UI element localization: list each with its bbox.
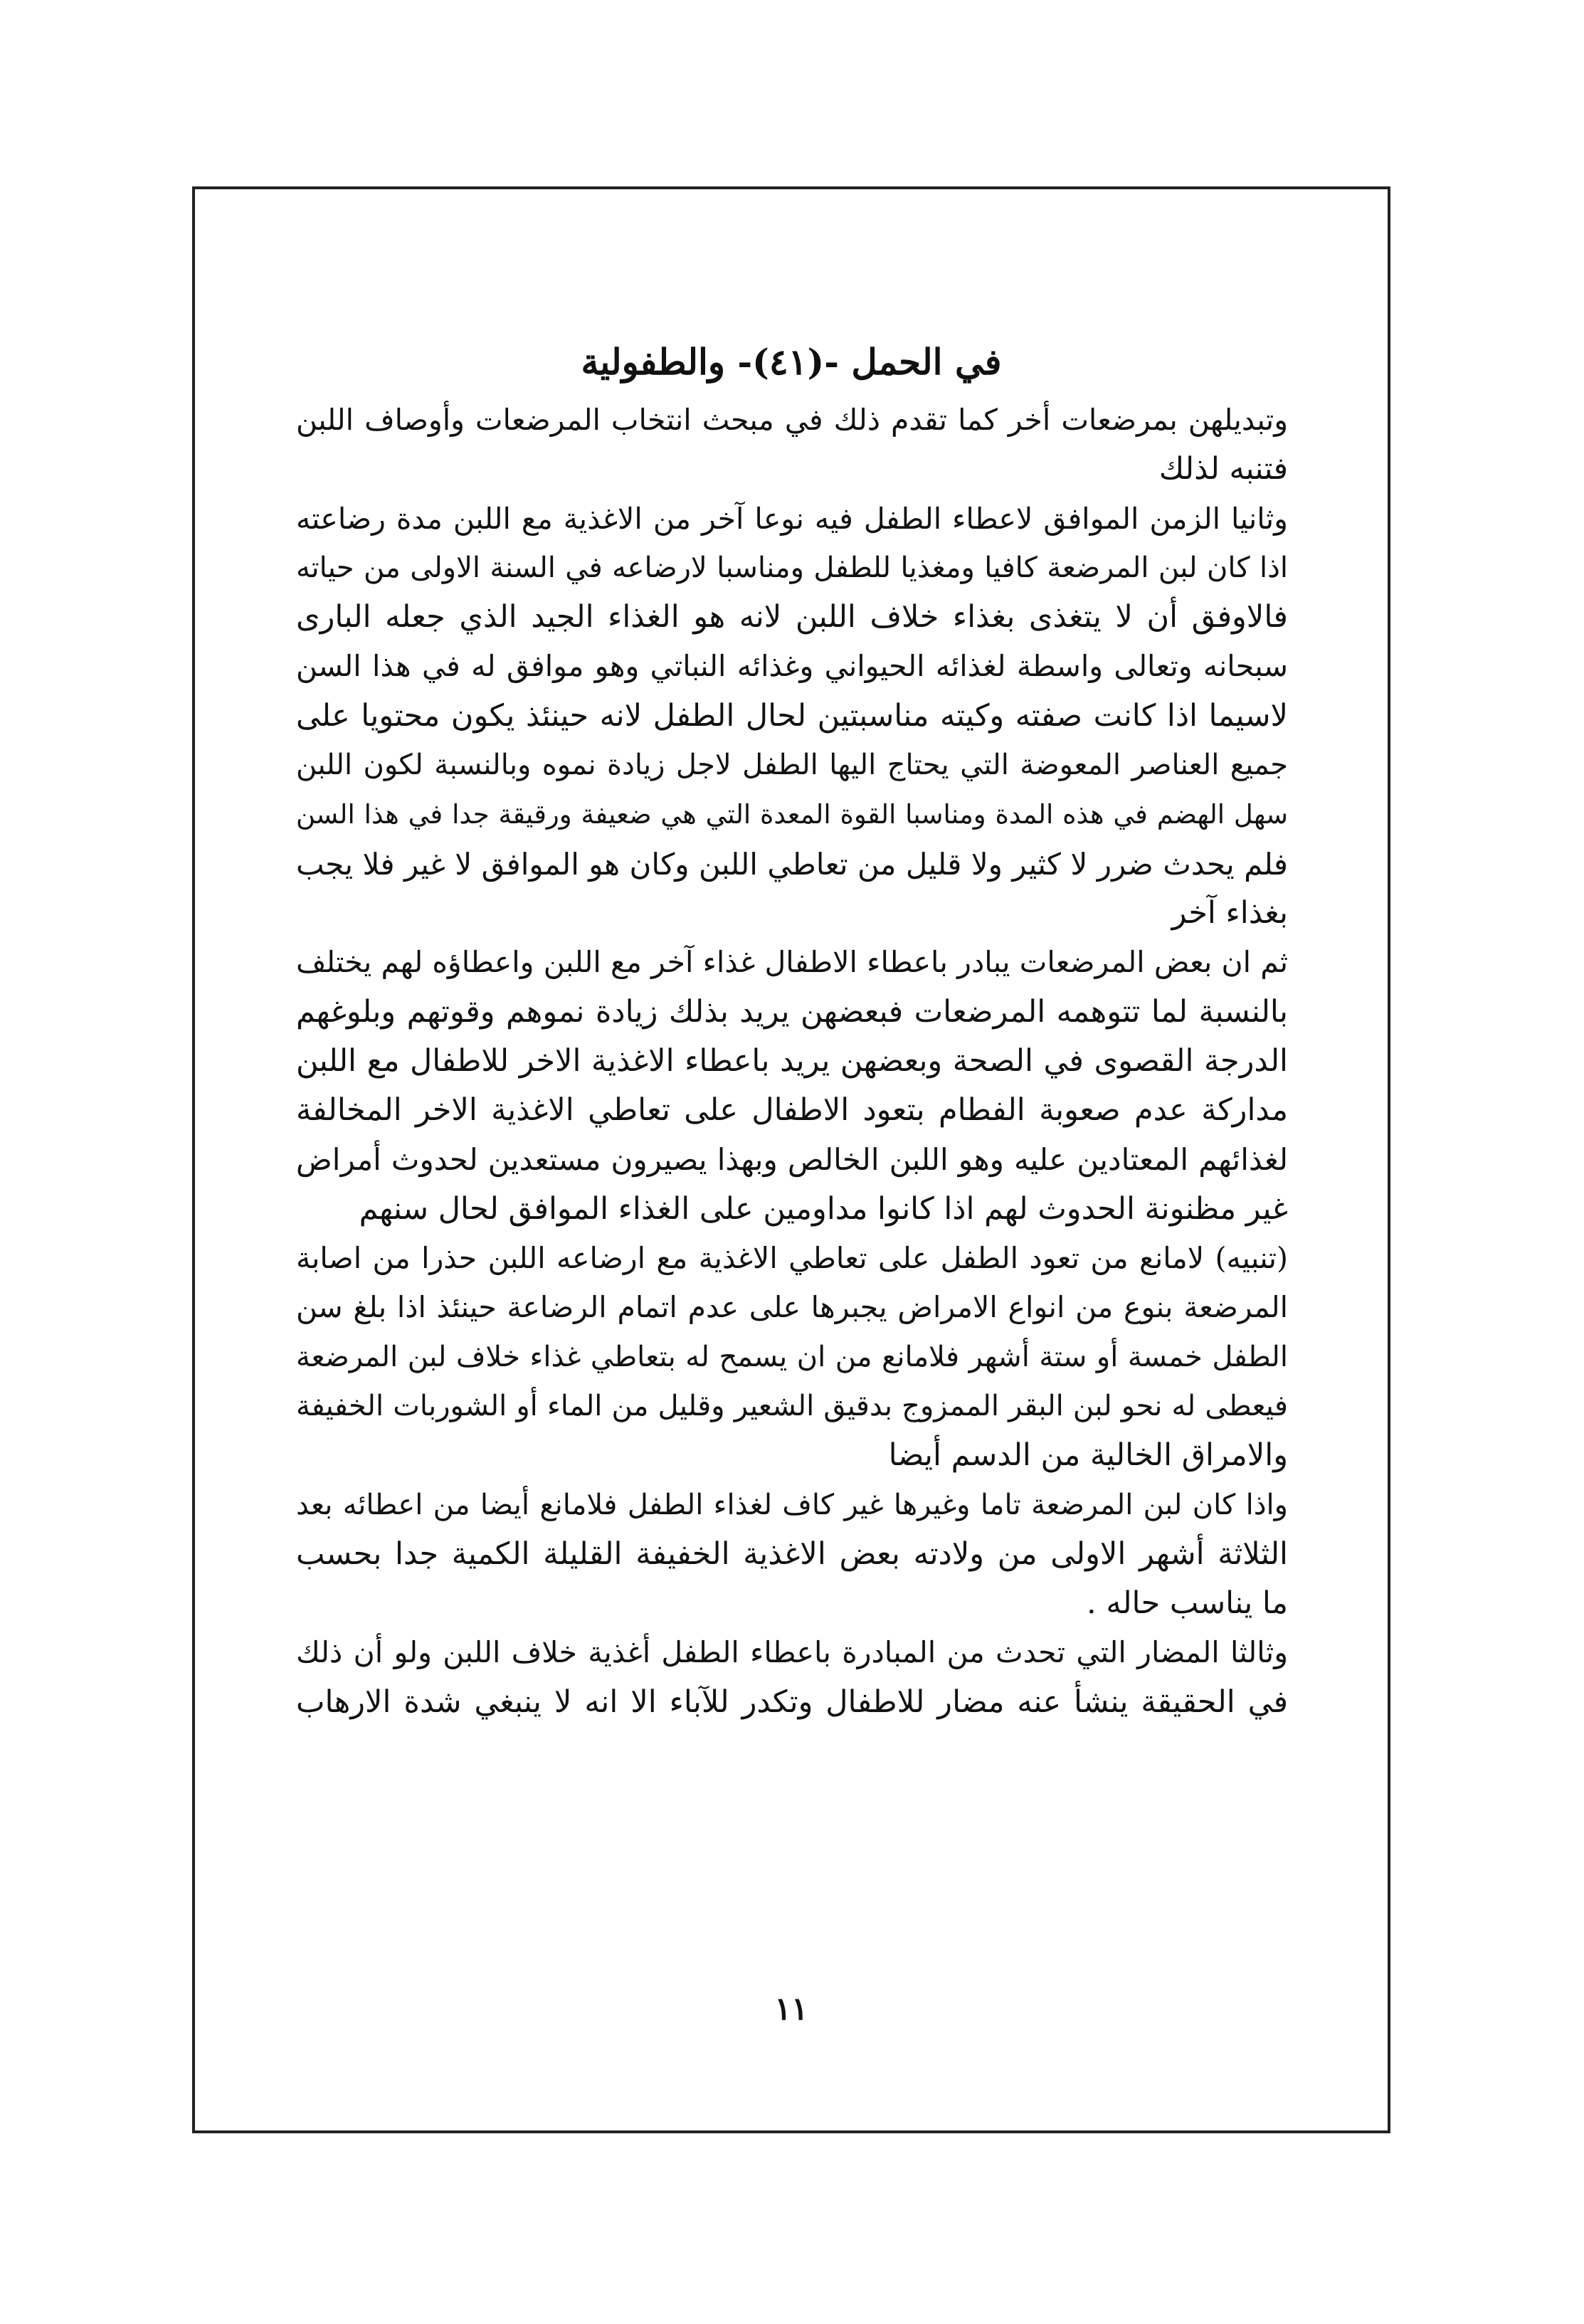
text-line: في الحقيقة ينشأ عنه مضار للاطفال وتكدر للآباء الا انه لا ينبغي شدة الارهاب [296, 1684, 1288, 1720]
text-line: والامراق الخالية من الدسم أيضا [888, 1437, 1288, 1474]
text-body [296, 396, 1288, 1727]
text-line: فلم يحدث ضرر لا كثير ولا قليل من تعاطي اللبن وكان هو الموافق لا غير فلا يجب [296, 846, 1288, 882]
text-line: بغذاء آخر [1171, 894, 1288, 931]
text-line: غير مظنونة الحدوث لهم اذا كانوا مداومين على الغذاء الموافق لحال سنهم [359, 1190, 1288, 1227]
text-line: فالاوفق أن لا يتغذى بغذاء خلاف اللبن لانه هو الغذاء الجيد الذي جعله البارى [296, 599, 1288, 635]
text-line: (تنبيه) لامانع من تعود الطفل على تعاطي الاغذية مع ارضاعه اللبن حذرا من اصابة [296, 1241, 1288, 1276]
text-line: ثم ان بعض المرضعات يبادر باعطاء الاطفال غذاء آخر مع اللبن واعطاؤه لهم يختلف [296, 945, 1288, 980]
text-line: وثانيا الزمن الموافق لاعطاء الطفل فيه نوعا آخر من الاغذية مع اللبن مدة رضاعته [296, 501, 1288, 536]
text-line: ما يناسب حاله . [1087, 1585, 1288, 1622]
text-line: فتنبه لذلك [1158, 451, 1288, 487]
text-line: الدرجة القصوى في الصحة وبعضهن يريد باعطاء الاغذية الاخر للاطفال مع اللبن [296, 1042, 1288, 1079]
text-line: لغذائهم المعتادين عليه وهو اللبن الخالص وبهذا يصيرون مستعدين لحدوث أمراض [296, 1142, 1288, 1178]
text-line: سهل الهضم في هذه المدة ومناسبا القوة المعدة التي هي ضعيفة ورقيقة جدا في هذا السن [296, 799, 1288, 830]
text-line: الطفل خمسة أو ستة أشهر فلامانع من ان يسمح له بتعاطي غذاء خلاف لبن المرضعة [296, 1340, 1288, 1373]
text-line: فيعطى له نحو لبن البقر الممزوج بدقيق الشعير وقليل من الماء أو الشوربات الخفيفة [296, 1389, 1288, 1422]
text-line: وتبديلهن بمرضعات أخر كما تقدم ذلك في مبحث انتخاب المرضعات وأوصاف اللبن [296, 403, 1288, 437]
text-line: بالنسبة لما تتوهمه المرضعات فبعضهن يريد بذلك زيادة نموهم وقوتهم وبلوغهم [296, 993, 1288, 1030]
text-line: سبحانه وتعالى واسطة لغذائه الحيواني وغذائه النباتي وهو موافق له في هذا السن [296, 649, 1288, 684]
text-line: لاسيما اذا كانت صفته وكيته مناسبتين لحال الطفل لانه حينئذ يكون محتويا على [296, 697, 1288, 734]
page-frame [192, 186, 1390, 2133]
text-line: واذا كان لبن المرضعة تاما وغيرها غير كاف لغذاء الطفل فلامانع أيضا من اعطائه بعد [296, 1488, 1288, 1521]
text-line: مداركة عدم صعوبة الفطام بتعود الاطفال على تعاطي الاغذية الاخر المخالفة [296, 1092, 1288, 1129]
text-line: وثالثا المضار التي تحدث من المبادرة باعطاء الطفل أغذية خلاف اللبن ولو أن ذلك [296, 1635, 1288, 1670]
text-line: المرضعة بنوع من انواع الامراض يجبرها على عدم اتمام الرضاعة حينئذ اذا بلغ سن [296, 1290, 1288, 1325]
page-header: في الحمل -(٤١)- والطفولية [581, 341, 1002, 383]
text-line: جميع العناصر المعوضة التي يحتاج اليها الطفل لاجل زيادة نموه وبالنسبة لكون اللبن [296, 749, 1288, 782]
text-line: اذا كان لبن المرضعة كافيا ومغذيا للطفل ومناسبا لارضاعه في السنة الاولى من حياته [296, 551, 1288, 584]
text-line: الثلاثة أشهر الاولى من ولادته بعض الاغذية الخفيفة القليلة الكمية جدا بحسب [296, 1536, 1288, 1572]
page-number: ١١ [774, 1991, 808, 2027]
